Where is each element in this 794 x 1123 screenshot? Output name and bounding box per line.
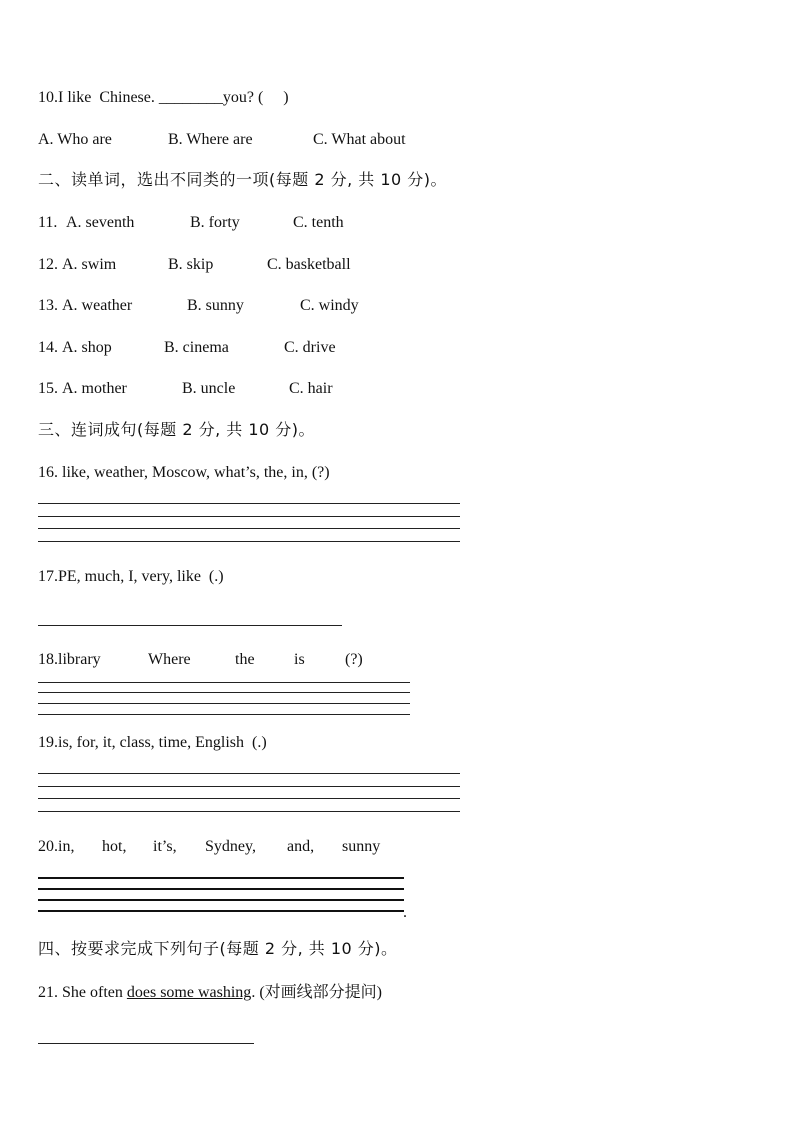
- answer-line: [38, 773, 460, 774]
- section-2-title: 二、读单词，选出不同类的一项(每题 2 分, 共 10 分)。: [38, 170, 448, 189]
- answer-line: [38, 682, 410, 683]
- q11-option-a: A. seventh: [66, 214, 135, 231]
- answer-line: [38, 811, 460, 812]
- q21-prefix: 21. She often: [38, 984, 127, 1001]
- q15-option-b: B. uncle: [182, 380, 236, 397]
- answer-line: [38, 798, 460, 799]
- q20-word-3: it’s,: [153, 838, 177, 855]
- q15-option-a: A. mother: [62, 380, 127, 397]
- question-16: 16. like, weather, Moscow, what’s, the, in, (?): [38, 464, 330, 481]
- answer-line: [38, 516, 460, 517]
- answer-line: [38, 703, 410, 704]
- q20-word-4: Sydney,: [205, 838, 256, 855]
- answer-line: [38, 503, 460, 504]
- question-13-number: 13.: [38, 297, 58, 314]
- answer-line: [38, 877, 404, 879]
- q20-word-2: hot,: [102, 838, 127, 855]
- q21-underlined-phrase: does some washing: [126, 984, 252, 1001]
- question-14-number: 14.: [38, 339, 58, 356]
- q12-option-b: B. skip: [168, 256, 214, 273]
- q20-word-6: sunny: [342, 838, 381, 855]
- question-10: 10.I like Chinese. ________you? ( ): [38, 89, 289, 106]
- question-12-number: 12.: [38, 256, 58, 273]
- question-11-number: 11.: [38, 214, 58, 231]
- q20-end-mark: .: [403, 904, 407, 921]
- q21-suffix: . (对画线部分提问): [251, 984, 382, 1001]
- answer-line: [38, 541, 460, 542]
- answer-line: [38, 888, 404, 890]
- q18-word-1: 18.library: [38, 651, 101, 668]
- section-4-title: 四、按要求完成下列句子(每题 2 分, 共 10 分)。: [38, 939, 398, 958]
- q13-option-c: C. windy: [300, 297, 359, 314]
- q10-option-b: B. Where are: [168, 131, 253, 148]
- q21-answer-line: [38, 1043, 254, 1044]
- q18-word-2: Where: [148, 651, 191, 668]
- question-17: 17.PE, much, I, very, like (.): [38, 568, 224, 585]
- answer-line: [38, 528, 460, 529]
- q14-option-c: C. drive: [284, 339, 336, 356]
- answer-line: [38, 899, 404, 901]
- q10-option-c: C. What about: [313, 131, 406, 148]
- q18-word-3: the: [235, 651, 255, 668]
- q20-word-1: 20.in,: [38, 838, 75, 855]
- q12-option-a: A. swim: [62, 256, 117, 273]
- q17-answer-line: [38, 625, 342, 626]
- q14-option-a: A. shop: [62, 339, 112, 356]
- q13-option-a: A. weather: [62, 297, 133, 314]
- q15-option-c: C. hair: [289, 380, 333, 397]
- answer-line: [38, 714, 410, 715]
- answer-line: [38, 786, 460, 787]
- q20-word-5: and,: [287, 838, 315, 855]
- q11-option-c: C. tenth: [293, 214, 344, 231]
- question-21: [38, 983, 382, 1003]
- q10-option-a: A. Who are: [38, 131, 112, 148]
- section-3-title: 三、连词成句(每题 2 分, 共 10 分)。: [38, 420, 316, 439]
- answer-line: [38, 692, 410, 693]
- q13-option-b: B. sunny: [187, 297, 244, 314]
- question-19: 19.is, for, it, class, time, English (.): [38, 734, 267, 751]
- q18-word-5: (?): [345, 651, 363, 668]
- q11-option-b: B. forty: [190, 214, 240, 231]
- answer-line: [38, 910, 404, 912]
- q18-word-4: is: [294, 651, 305, 668]
- q14-option-b: B. cinema: [164, 339, 229, 356]
- question-15-number: 15.: [38, 380, 58, 397]
- q12-option-c: C. basketball: [267, 256, 351, 273]
